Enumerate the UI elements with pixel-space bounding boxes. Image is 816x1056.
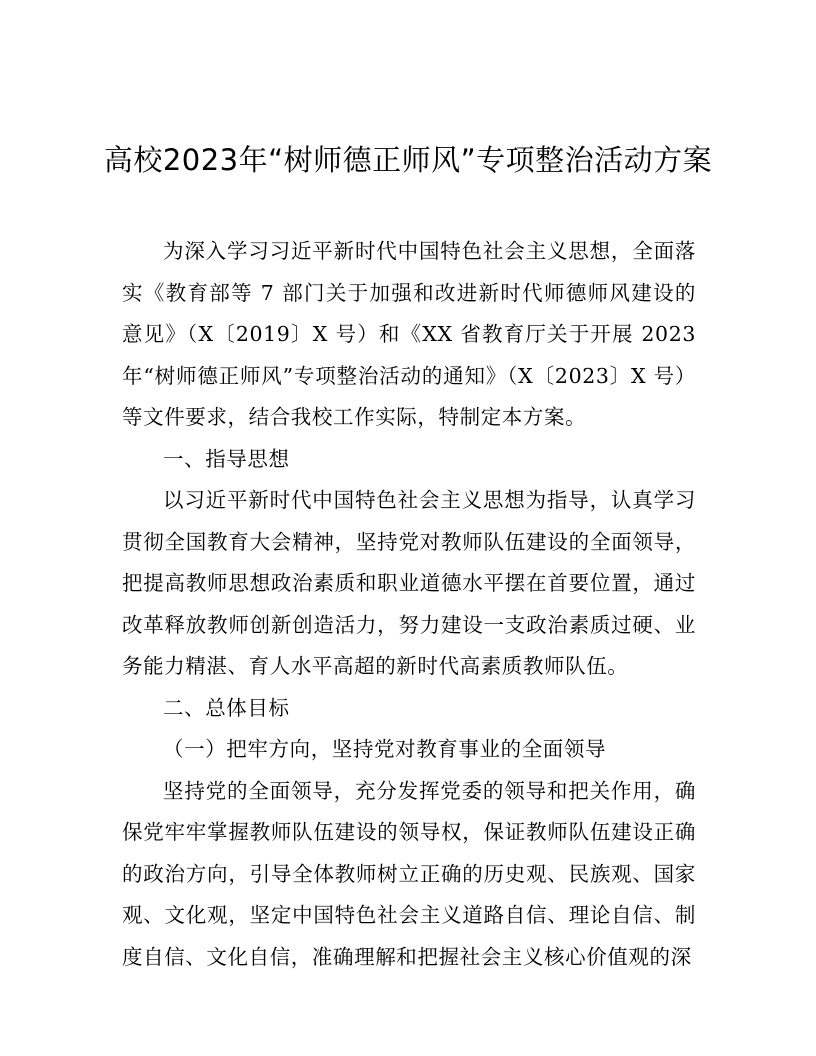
guiding-ideology-paragraph: 以习近平新时代中国特色社会主义思想为指导，认真学习贯彻全国教育大会精神，坚持党对教师队伍建设的全面领导，把提高教师思想政治素质和职业道德水平摆在首要位置，通过改革释放教师创新创造活力，努力建设一支政治素质过硬、业务能力精湛、育人水平高超的新时代高素质教师队伍。 bbox=[122, 488, 696, 678]
direction-paragraph: 坚持党的全面领导，充分发挥党委的领导和把关作用，确保党牢牢掌握教师队伍建设的领导权，保证教师队伍建设正确的政治方向，引导全体教师树立正确的历史观、民族观、国家观、文化观，坚定中国特色社会主义道路自信、理论自信、制度自信、文化自信，准确理解和把握社会主义核心价值观的深 bbox=[122, 778, 696, 969]
section-heading-guiding-ideology: 一、指导思想 bbox=[163, 446, 290, 471]
section-heading-overall-goals: 二、总体目标 bbox=[163, 695, 290, 720]
document-body bbox=[122, 231, 696, 978]
intro-paragraph: 为深入学习习近平新时代中国特色社会主义思想，全面落实《教育部等 7 部门关于加强和改进新时代师德师风建设的意见》（X〔2019〕X 号）和《XX 省教育厅关于开展 2023年“树师德正师风”专项整治活动的通知》（X〔2023〕X 号）等文件要求，结合我校工作实际，特制定本方案。 bbox=[122, 239, 696, 429]
document-title: 高校2023年“树师德正师风”专项整治活动方案 bbox=[103, 143, 713, 177]
subsection-heading-direction: （一）把牢方向，坚持党对教育事业的全面领导 bbox=[163, 737, 607, 761]
